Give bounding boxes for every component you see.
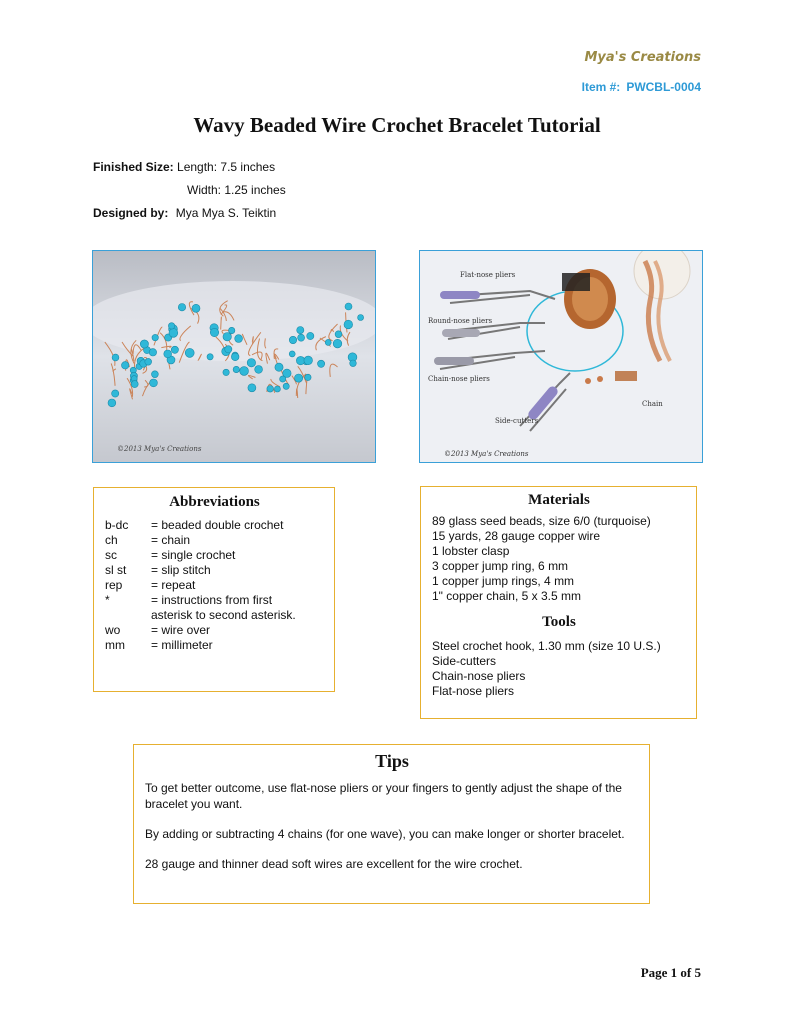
material-item: 3 copper jump ring, 6 mm — [432, 559, 569, 573]
tool-item: Flat-nose pliers — [432, 684, 515, 698]
material-item: 1 copper jump rings, 4 mm — [432, 574, 575, 588]
abbreviation-value: = instructions from first — [151, 593, 273, 607]
abbreviation-row — [105, 518, 324, 533]
finished-size-label: Finished Size: — [93, 160, 174, 174]
abbreviation-value: = chain — [151, 533, 191, 547]
label-chain: Chain — [642, 400, 663, 408]
tool-item: Steel crochet hook, 1.30 mm (size 10 U.S.) — [432, 639, 661, 653]
label-round-nose: Round-nose pliers — [428, 317, 493, 325]
bracelet-caption: ©2013 Mya's Creations — [117, 445, 202, 453]
item-code: PWCBL-0004 — [626, 80, 701, 94]
materials-box — [420, 486, 697, 719]
label-chain-nose: Chain-nose pliers — [428, 375, 490, 383]
abbreviation-key: sl st — [105, 563, 127, 577]
abbreviation-key: * — [105, 593, 110, 607]
tips-list — [145, 780, 639, 872]
tools-heading: Tools — [542, 614, 576, 630]
designer-name: Mya Mya S. Teiktin — [175, 206, 277, 220]
material-item: 1" copper chain, 5 x 3.5 mm — [432, 589, 581, 603]
abbreviation-row — [105, 608, 324, 623]
tools-image — [420, 251, 702, 462]
designed-by — [93, 206, 276, 220]
abbreviation-row — [105, 548, 324, 563]
abbreviations-list — [105, 518, 324, 653]
brand-name: Mya's Creations — [584, 50, 701, 65]
tools-caption: ©2013 Mya's Creations — [444, 450, 529, 458]
abbreviation-key: rep — [105, 578, 123, 592]
material-item: 15 yards, 28 gauge copper wire — [432, 529, 601, 543]
abbreviation-value: = wire over — [151, 623, 211, 637]
abbreviation-key: wo — [105, 623, 121, 637]
abbreviations-box — [93, 487, 335, 692]
label-side-cutters: Side-cutters — [495, 417, 539, 425]
abbreviation-key: sc — [105, 548, 117, 562]
abbreviation-value: = slip stitch — [151, 563, 211, 577]
page-title: Wavy Beaded Wire Crochet Bracelet Tutorial — [193, 113, 601, 137]
abbreviation-row — [105, 593, 324, 608]
item-label: Item #: — [581, 80, 621, 94]
abbreviation-value: = millimeter — [151, 638, 213, 652]
abbreviation-value: asterisk to second asterisk. — [151, 608, 296, 622]
tools-list — [432, 639, 686, 699]
tip-item: To get better outcome, use flat-nose pliers or your fingers to gently adjust the shape of the bracelet you want. — [145, 781, 622, 811]
tip-item: By adding or subtracting 4 chains (for one wave), you can make longer or shorter bracelet. — [145, 827, 625, 841]
abbreviation-key: ch — [105, 533, 118, 547]
material-item: 89 glass seed beads, size 6/0 (turquoise) — [432, 514, 651, 528]
abbreviation-row — [105, 638, 324, 653]
page-number: Page 1 of 5 — [640, 965, 701, 980]
abbreviation-value: = beaded double crochet — [151, 518, 284, 532]
materials-heading: Materials — [528, 492, 590, 508]
material-item: 1 lobster clasp — [432, 544, 510, 558]
label-flat-nose: Flat-nose pliers — [460, 271, 516, 279]
bracelet-image — [93, 251, 375, 462]
tips-box — [133, 744, 650, 904]
designed-by-label: Designed by: — [93, 206, 169, 220]
size-width: Width: 1.25 inches — [187, 183, 286, 197]
bracelet-photo — [92, 250, 376, 463]
abbreviation-key: mm — [105, 638, 125, 652]
item-number — [582, 80, 701, 94]
abbreviation-row — [105, 578, 324, 593]
tips-heading: Tips — [375, 751, 409, 771]
tools-photo — [419, 250, 703, 463]
materials-list — [432, 514, 686, 604]
abbreviation-row — [105, 563, 324, 578]
abbreviation-key — [105, 608, 151, 623]
abbreviation-row — [105, 533, 324, 548]
abbreviation-value: = single crochet — [151, 548, 236, 562]
tool-item: Side-cutters — [432, 654, 497, 668]
finished-size — [93, 160, 275, 174]
tool-item: Chain-nose pliers — [432, 669, 526, 683]
tip-item: 28 gauge and thinner dead soft wires are excellent for the wire crochet. — [145, 857, 523, 871]
abbreviation-row — [105, 623, 324, 638]
size-length: Length: 7.5 inches — [177, 160, 276, 174]
abbreviation-key: b-dc — [105, 518, 129, 532]
abbreviation-value: = repeat — [151, 578, 196, 592]
abbreviations-heading: Abbreviations — [169, 494, 260, 510]
